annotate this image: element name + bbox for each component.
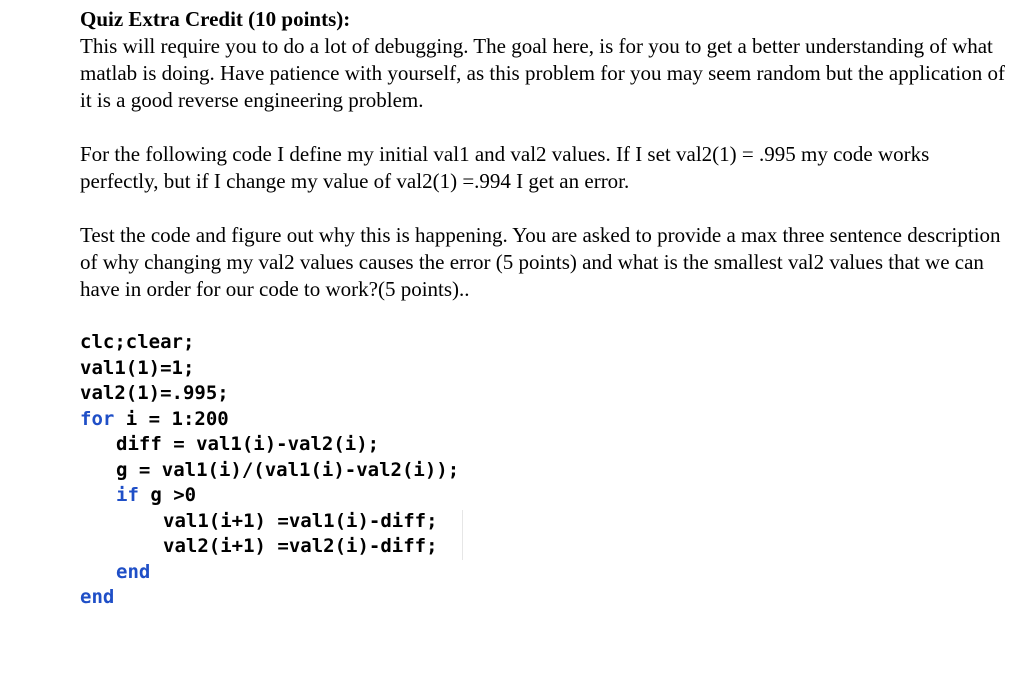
- code-text: val1(i+1) =val1(i)-diff;: [163, 509, 438, 532]
- keyword-end: end: [116, 560, 151, 583]
- code-line-5: [80, 432, 480, 458]
- code-text: g >0: [138, 484, 197, 506]
- code-block: [80, 330, 480, 611]
- selection-edge-divider: [462, 510, 463, 560]
- problem-description-paragraph: For the following code I define my initial val1 and val2 values. If I set val2(1) = .995 my code works perfectly, but if I change my value of val2(1) =.994 I get an error.: [80, 142, 930, 193]
- code-text: g = val1(i)/(val1(i)-val2(i));: [116, 458, 460, 481]
- code-text: clc;clear;: [80, 331, 195, 353]
- instructions-paragraph: This will require you to do a lot of debugging. The goal here, is for you to get a better understanding of what matlab is doing. Have patience with yourself, as this problem for you may seem random but the application of it is a good reverse engineering problem.: [80, 34, 1005, 112]
- keyword-for: for: [80, 407, 115, 430]
- code-line-8: [80, 509, 480, 535]
- code-line-3: [80, 381, 480, 407]
- code-line-6: [80, 458, 480, 484]
- task-paragraph: Test the code and figure out why this is happening. You are asked to provide a max three sentence description of why changing my val2 values causes the error (5 points) and what is the smallest val2 values that we can have in order for our code to work?(5 points)..: [80, 223, 1001, 301]
- code-text: diff = val1(i)-val2(i);: [116, 433, 380, 455]
- code-text: val2(i+1) =val2(i)-diff;: [163, 535, 438, 557]
- document-body: [80, 6, 1010, 303]
- keyword-if: if: [116, 484, 139, 506]
- code-line-2: [80, 356, 480, 382]
- code-text: val2(1)=.995;: [80, 382, 229, 404]
- quiz-title: Quiz Extra Credit (10 points):: [80, 7, 351, 31]
- code-text: val1(1)=1;: [80, 356, 195, 379]
- code-line-11: [80, 585, 480, 611]
- code-line-4: [80, 407, 480, 433]
- code-line-9: [80, 534, 480, 560]
- code-line-10: [80, 560, 480, 586]
- keyword-end: end: [80, 586, 115, 608]
- code-text: i = 1:200: [114, 407, 229, 430]
- code-line-7: [80, 483, 480, 509]
- code-line-1: [80, 330, 480, 356]
